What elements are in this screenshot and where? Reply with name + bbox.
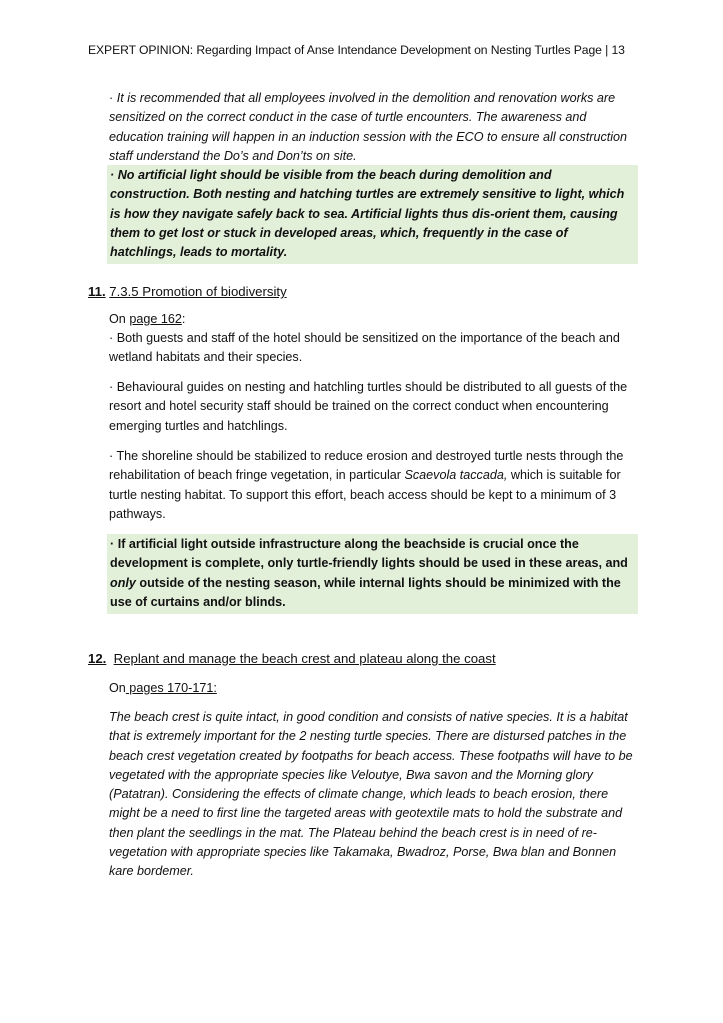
emphasis-only: only: [110, 575, 136, 590]
bullet: ·: [110, 168, 115, 182]
on-label: On: [109, 681, 126, 695]
section-11-number: 11.: [88, 284, 106, 299]
section-11-title: 7.3.5 Promotion of biodiversity: [109, 284, 287, 299]
section-12-title: Replant and manage the beach crest and plateau along the coast: [113, 651, 496, 666]
section-12-body: The beach crest is quite intact, in good condition and consists of native species. It is a habitat that is extremely important for the 2 nesting turtle species. There are distursed patches in the beach crest vegetation created by footpaths for beach access. These footpaths will have to be vegetated with the appropriate species like Veloutye, Bwa savon and the Morning glory (Patatran). Considering the effects of climate change, which leads to beach erosion, there might be a need to first line the targeted areas with geotextile mats to hold the substrate and then plant the seedlings in the mat. The Plateau behind the beach crest is in need of re-vegetation with appropriate species like Takamaka, Bwadroz, Porse, Bwa blan and Bonnen kare bordemer.: [109, 710, 633, 879]
bullet: ·: [109, 449, 114, 463]
intro-text: It is recommended that all employees involved in the demolition and renovation works are sensitized on the correct conduct in the case of turtle encounters. The awareness and education training will happen in an induction session with the ECO to ensure all construction staff understand the Do’s and Don’ts on site.: [109, 91, 628, 163]
section-11-bullet-1: [109, 329, 639, 368]
section-11-bullet-3: [109, 447, 639, 524]
bullet: ·: [109, 91, 114, 105]
highlight-text: [107, 165, 638, 264]
bullet: ·: [110, 537, 115, 551]
page-suffix: :: [181, 312, 186, 326]
bullet-text: Behavioural guides on nesting and hatchling turtles should be distributed to all guests of the resort and hotel security staff should be trained on the correct conduct when encountering emerging turtles and hatchlings.: [109, 380, 628, 433]
section-11-heading: [88, 283, 287, 301]
highlight-1-text: No artificial light should be visible from the beach during demolition and construction. Both nesting and hatching turtles are extremely sensitive to light, which is how they navigate safely back to sea. Artificial lights thus dis-orient them, causing them to get lost or stuck in developed areas, which, frequently in the case of hatchlings, leads to mortality.: [110, 168, 625, 260]
on-label: On: [109, 312, 130, 326]
section-12-page-ref: [109, 679, 639, 698]
shoreline-text: The shoreline should be stabilized to reduce erosion and destroyed turtle nests through the rehabilitation of beach fringe vegetation, in particular: [109, 449, 624, 483]
species-name: Scaevola taccada,: [404, 468, 508, 483]
highlight-box-turtle-lights: [107, 534, 638, 614]
bullet: ·: [109, 380, 114, 394]
section-12-heading: [88, 650, 496, 668]
highlight-2-text: If artificial light outside infrastructure along the beachside is crucial once the development is complete, only turtle-friendly lights should be used in these areas, and: [110, 537, 628, 571]
page-link[interactable]: page 162: [129, 312, 182, 326]
intro-paragraph: [109, 89, 639, 166]
bullet: ·: [109, 331, 114, 345]
bullet-text: Both guests and staff of the hotel should be sensitized on the importance of the beach and wetland habitats and their species.: [109, 331, 620, 365]
highlight-box-light-warning: [107, 165, 638, 264]
shoreline-text-end: which is suitable for turtle nesting habitat. To support this effort, beach access should be kept to a minimum of 3 pathways.: [109, 468, 621, 521]
highlight-text: [107, 534, 638, 614]
page-link[interactable]: pages 170-171:: [125, 681, 217, 695]
section-11-page-ref: [109, 310, 639, 329]
section-11-bullet-2: [109, 378, 639, 436]
section-12-number: 12.: [88, 651, 107, 666]
highlight-2-text-end: outside of the nesting season, while internal lights should be minimized with the use of curtains and/or blinds.: [110, 575, 621, 609]
page-header: EXPERT OPINION: Regarding Impact of Anse Intendance Development on Nesting Turtles Page | 13: [88, 43, 625, 57]
